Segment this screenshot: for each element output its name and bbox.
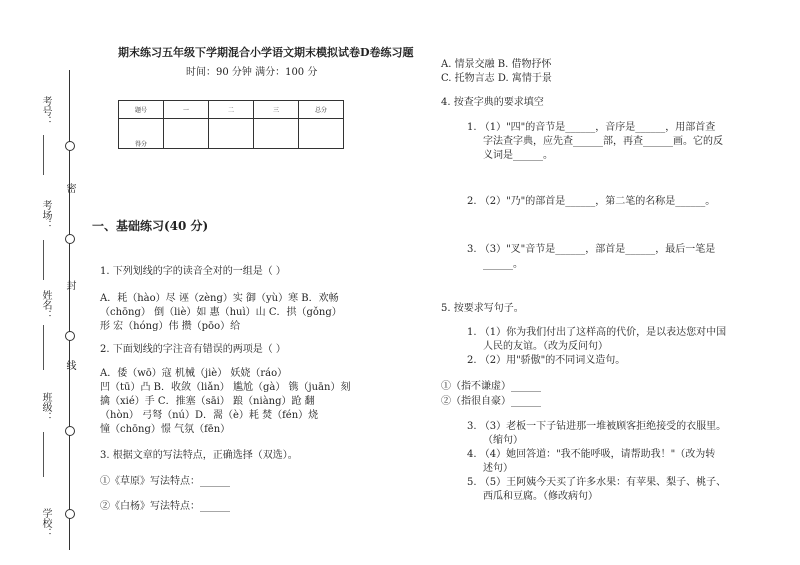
question-5-1-cont: 人民的友谊。（改为反问句） bbox=[483, 341, 608, 352]
question-4-3[interactable]: 3. （3）"叉"音节是______，部首是______，最后一笔是 bbox=[467, 244, 716, 255]
question-3-answer[interactable]: ①《草原》写法特点：______ bbox=[100, 476, 230, 487]
question-1-line: （chōng） 倒（liè）如 惠（huì）山 C．拱（gǒng） bbox=[100, 307, 342, 318]
binding-hole bbox=[65, 331, 75, 341]
question-2-line: （hòn） 弓弩（nú）D．翯（è）耗 焚（fén）烧 bbox=[100, 410, 319, 421]
side-label-exam-no: 考号： bbox=[40, 96, 51, 126]
question-5-2: 2. （2）用"骄傲"的不同词义造句。 bbox=[467, 355, 626, 366]
question-3-answer[interactable]: ②《白杨》写法特点：______ bbox=[100, 501, 230, 512]
question-5-3-cont: （缩句） bbox=[483, 435, 523, 446]
question-4-1[interactable]: 1. （1）"四"的音节是______，音序是______，用部首查 bbox=[467, 122, 716, 133]
question-5-3: 3. （3）老板一下子钻进那一堆被顾客拒绝接受的衣服里。 bbox=[467, 421, 727, 432]
question-2: 2. 下面划线的字注音有错误的两项是（ ） bbox=[100, 344, 286, 355]
side-label-exam-room: 考场： bbox=[40, 200, 51, 230]
exam-time: 时间：90 分钟 满分：100 分 bbox=[186, 67, 318, 78]
question-5-1: 1. （1）你为我们付出了这样高的代价，是以表达您对中国 bbox=[467, 327, 727, 338]
question-4-1-cont[interactable]: 字法查字典，应先查______部，再查______画。它的反 bbox=[483, 136, 723, 147]
question-5-5-cont: 西瓜和豆腐。（修改病句） bbox=[483, 491, 598, 502]
question-2-line: 凹（tū）凸 B．收敛（liǎn） 尴尬（gà） 镌（juān）刻 bbox=[100, 382, 351, 393]
side-label-class: 班级： bbox=[40, 392, 51, 422]
question-4-1-cont[interactable]: 义词是______。 bbox=[483, 150, 553, 161]
question-2-line: A．倭（wō）寇 机械（jiè） 妖娆（ráo） bbox=[100, 368, 288, 379]
question-1-line: 形 宏（hóng）伟 攒（pōo）给 bbox=[100, 321, 241, 332]
score-row-label: 得分 bbox=[119, 119, 164, 149]
score-cell[interactable] bbox=[164, 119, 209, 149]
score-cell[interactable] bbox=[299, 119, 344, 149]
binding-hole bbox=[65, 234, 75, 244]
option-line: A. 情景交融 B. 借物抒怀 bbox=[441, 59, 552, 70]
question-2-line: 擒（xié）手 C．推塞（sāi） 踉（niàng）跄 翻 bbox=[100, 396, 315, 407]
question-5-4: 4. （4）她回答道："我不能呼吸，请帮助我！"（改为转 bbox=[467, 449, 716, 460]
binding-hole bbox=[65, 509, 75, 519]
score-header-cell: 总分 bbox=[299, 101, 344, 119]
side-label-school: 学校： bbox=[40, 508, 51, 538]
question-5-4-cont: 述句） bbox=[483, 463, 513, 474]
score-cell[interactable] bbox=[254, 119, 299, 149]
cut-mark-mi: 密 bbox=[64, 183, 75, 193]
score-cell[interactable] bbox=[209, 119, 254, 149]
cut-mark-feng: 封 bbox=[64, 280, 75, 290]
binding-hole bbox=[65, 141, 75, 151]
question-5-5: 5. （5）王阿姨今天买了许多水果：有苹果、梨子、桃子、 bbox=[467, 477, 727, 488]
score-header-cell: 一 bbox=[164, 101, 209, 119]
fill-line bbox=[43, 240, 45, 280]
question-4-2[interactable]: 2. （2）"乃"的部首是______，第二笔的名称是______。 bbox=[467, 196, 716, 207]
fill-line bbox=[43, 325, 45, 370]
cut-mark-xian: 线 bbox=[64, 360, 75, 370]
question-2-line: 憧（chōng）憬 气氛（fēn） bbox=[100, 424, 231, 435]
question-5: 5. 按要求写句子。 bbox=[441, 303, 524, 314]
section-heading: 一、基础练习(40 分) bbox=[92, 219, 209, 233]
binding-hole bbox=[65, 426, 75, 436]
option-line: C. 托物言志 D. 寓情于景 bbox=[441, 73, 552, 84]
score-header-cell: 二 bbox=[209, 101, 254, 119]
question-1: 1. 下列划线的字的读音全对的一组是（ ） bbox=[100, 266, 286, 277]
side-label-name: 姓名： bbox=[40, 290, 51, 320]
question-5-2-answer[interactable]: ①（指不谦虚）______ bbox=[441, 381, 541, 392]
question-5-2-answer[interactable]: ②（指很自豪）______ bbox=[441, 396, 541, 407]
question-4: 4. 按查字典的要求填空 bbox=[441, 97, 544, 108]
score-table bbox=[118, 100, 344, 149]
page-title: 期末练习五年级下学期混合小学语文期末模拟试卷D卷练习题 bbox=[118, 46, 414, 59]
fill-line bbox=[43, 432, 45, 477]
fill-line bbox=[43, 135, 45, 175]
score-header-cell: 题号 bbox=[119, 101, 164, 119]
score-header-cell: 三 bbox=[254, 101, 299, 119]
question-4-3-cont[interactable]: ______。 bbox=[483, 259, 523, 270]
question-3: 3. 根据文章的写法特点，正确选择（双选）。 bbox=[100, 450, 298, 461]
question-1-line: A．耗（hào）尽 诬（zèng）实 御（yù）寒 B．欢畅 bbox=[100, 293, 339, 304]
